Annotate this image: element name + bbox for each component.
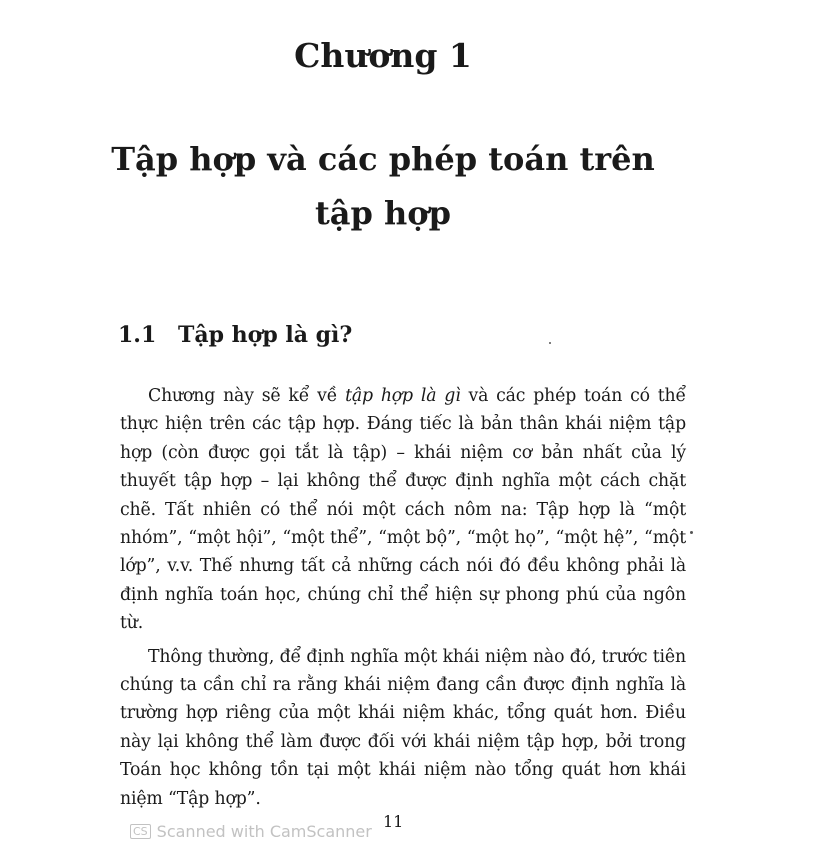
section-number: 1.1 xyxy=(118,322,157,348)
paragraph-1-emphasis: tập hợp là gì xyxy=(345,386,461,406)
section-title: Tập hợp là gì? xyxy=(178,322,353,348)
camscanner-logo: CS xyxy=(130,824,151,839)
paragraph-1-rest: và các phép toán có thể thực hiện trên các tập hợp. Đáng tiếc là bản thân khái niệm tập hợp (còn được gọi tắt là tập) – khái niệm cơ bản nhất của lý thuyết tập hợp – lại không thể được định nghĩa một cách chặt chẽ. Tất nhiên có thể nói một cách nôm na: Tập hợp là “một nhóm”, “một hội”, “một thể”, “một bộ”, “một họ”, “một hệ”, “một lớp”, v.v. Thế nhưng tất cả những cách nói đó đều không phải là định nghĩa toán học, chúng chỉ thể hiện sự phong phú của ngôn từ. xyxy=(120,386,686,634)
paragraph-1-lead: Chương này sẽ kể về xyxy=(148,386,346,406)
scan-speck xyxy=(690,531,693,534)
body-text xyxy=(120,382,686,813)
page-number: 11 xyxy=(383,812,404,831)
paragraph-2: Thông thường, để định nghĩa một khái niệm nào đó, trước tiên chúng ta cần chỉ ra rằng khái niệm đang cần được định nghĩa là trường hợp riêng của một khái niệm khác, tổng quát hơn. Điều này lại không thể làm được đối với khái niệm tập hợp, bởi trong Toán học không tồn tại một khái niệm nào tổng quát hơn khái niệm “Tập hợp”. xyxy=(120,646,686,809)
chapter-title-line-1: Tập hợp và các phép toán trên xyxy=(111,140,655,178)
chapter-title-line-2: tập hợp xyxy=(314,194,451,232)
scanner-watermark-text: Scanned with CamScanner xyxy=(156,822,372,841)
chapter-label: Chương 1 xyxy=(294,36,472,75)
scanner-watermark xyxy=(130,822,372,841)
scan-speck xyxy=(549,342,551,344)
chapter-title xyxy=(0,132,766,240)
section-heading xyxy=(118,322,352,348)
paragraph-1 xyxy=(120,382,686,638)
